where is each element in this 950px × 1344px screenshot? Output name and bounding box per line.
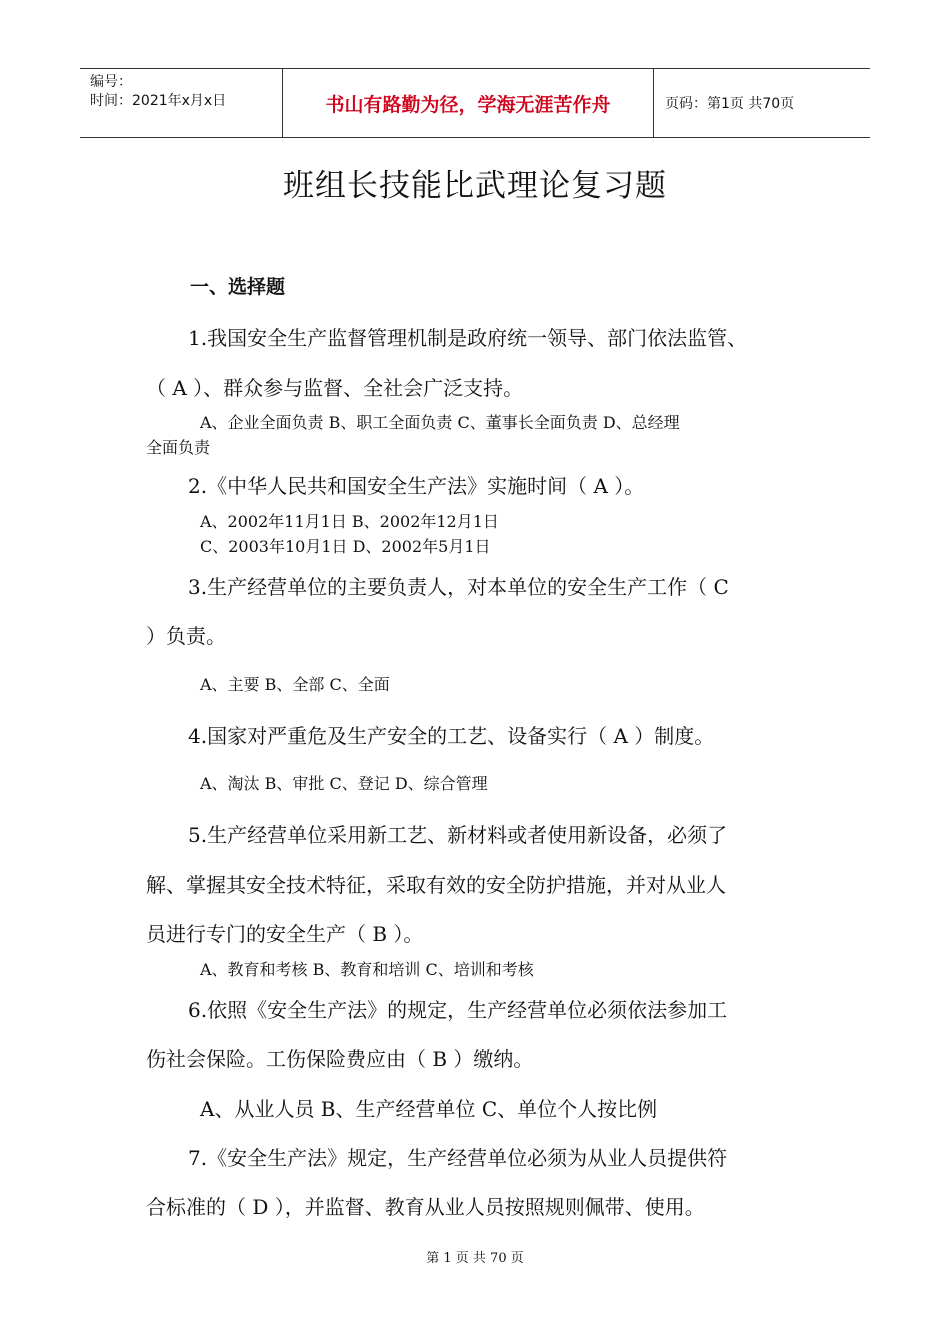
question-1-options-line-2: 全面负责 (146, 438, 211, 457)
question-3-line-2: ）负责。 (146, 624, 226, 648)
question-3-line-1: 3.生产经营单位的主要负责人，对本单位的安全生产工作（ C (188, 575, 729, 599)
question-6-options-line-1: A、从业人员 B、生产经营单位 C、单位个人按比例 (200, 1097, 658, 1121)
question-5-line-1: 5.生产经营单位采用新工艺、新材料或者使用新设备，必须了 (188, 823, 728, 847)
header-meta (80, 69, 282, 137)
question-5-options-line-1: A、教育和考核 B、教育和培训 C、培训和考核 (200, 960, 534, 979)
question-2-options-line-1: A、2002年11月1日 B、2002年12月1日 (200, 512, 499, 531)
question-6-line-1: 6.依照《安全生产法》的规定，生产经营单位必须依法参加工 (188, 998, 728, 1022)
section-title: 一、选择题 (190, 276, 286, 298)
question-7-line-1: 7.《安全生产法》规定，生产经营单位必须为从业人员提供符 (188, 1146, 728, 1170)
question-1-options-line-1: A、企业全面负责 B、职工全面负责 C、董事长全面负责 D、总经理 (200, 413, 680, 432)
page-info-text: 页码：第1页 共70页 (665, 96, 795, 112)
question-5-line-3: 员进行专门的安全生产（ B ）。 (146, 922, 424, 946)
motto-text: 书山有路勤为径，学海无涯苦作舟 (325, 93, 611, 116)
question-4-line-1: 4.国家对严重危及生产安全的工艺、设备实行（ A ）制度。 (188, 724, 715, 748)
question-1-line-2: （ A ）、群众参与监督、全社会广泛支持。 (146, 376, 524, 400)
page-header (80, 68, 870, 138)
document-title: 班组长技能比武理论复习题 (283, 168, 667, 204)
question-2-options-line-2: C、2003年10月1日 D、2002年5月1日 (200, 537, 491, 556)
header-motto-cell (282, 69, 654, 137)
page-footer: 第 1 页 共 70 页 (426, 1251, 524, 1266)
header-page-info (654, 69, 870, 137)
question-5-line-2: 解、掌握其安全技术特征，采取有效的安全防护措施，并对从业人 (146, 873, 726, 897)
question-7-line-2: 合标准的（ D ），并监督、教育从业人员按照规则佩带、使用。 (146, 1195, 705, 1219)
date-label: 时间：2021年x月x日 (90, 93, 227, 109)
question-4-options-line-1: A、淘汰 B、审批 C、登记 D、综合管理 (200, 774, 488, 793)
question-6-line-2: 伤社会保险。工伤保险费应由（ B ）缴纳。 (146, 1047, 534, 1071)
question-3-options-line-1: A、主要 B、全部 C、全面 (200, 675, 390, 694)
number-label: 编号： (90, 74, 132, 90)
question-1-line-1: 1.我国安全生产监督管理机制是政府统一领导、部门依法监管、 (188, 326, 748, 350)
question-2-line-1: 2.《中华人民共和国安全生产法》实施时间（ A ）。 (188, 474, 645, 498)
